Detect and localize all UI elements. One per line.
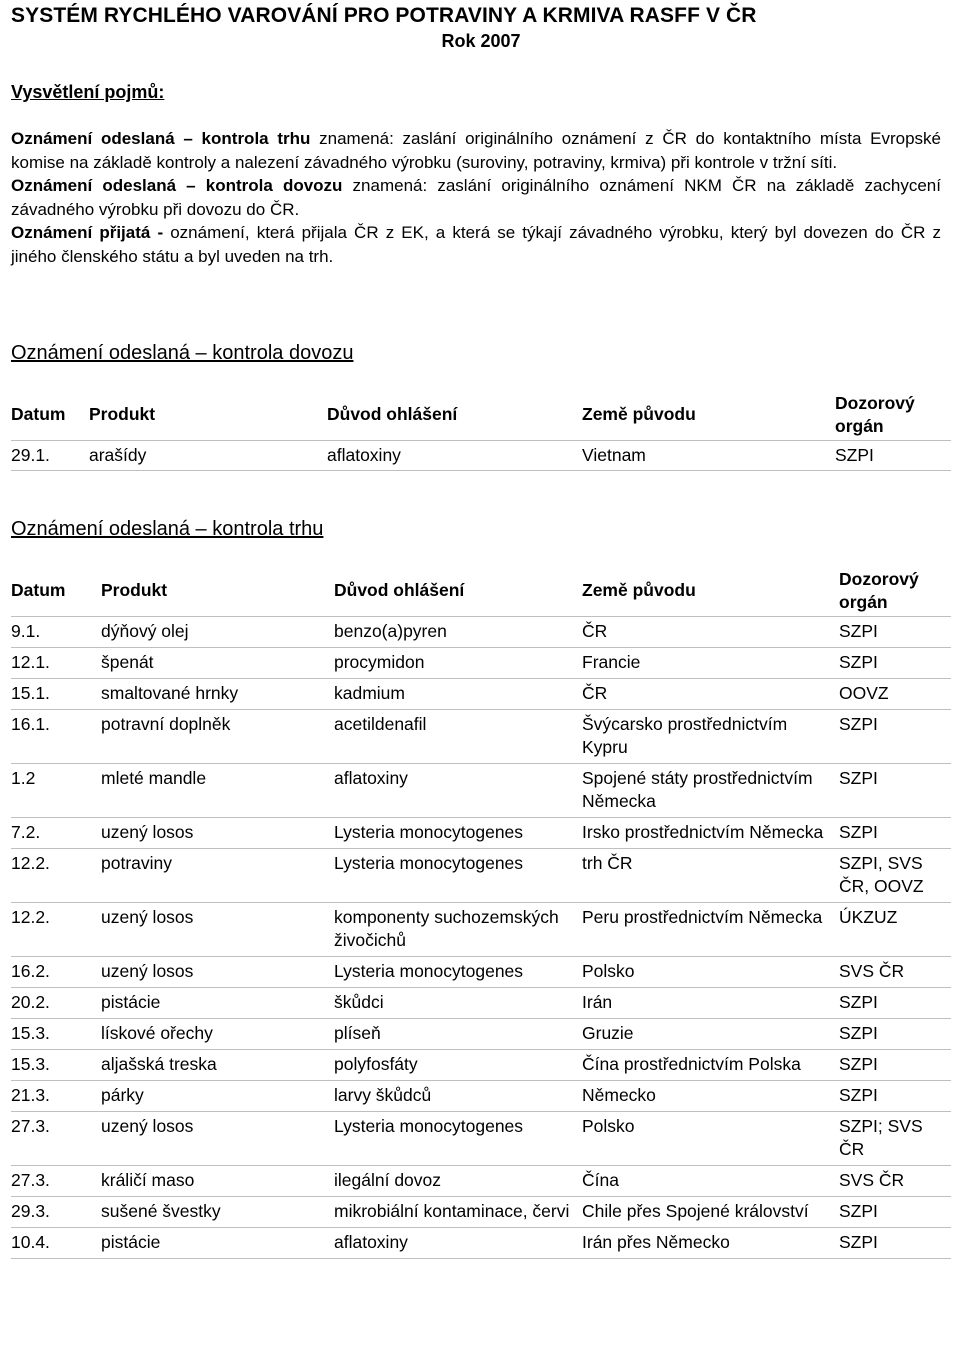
cell-produkt: králičí maso bbox=[101, 1165, 334, 1196]
market-section-heading: Oznámení odeslaná – kontrola trhu bbox=[11, 518, 324, 540]
import-section-heading: Oznámení odeslaná – kontrola dovozu bbox=[11, 342, 354, 364]
cell-datum: 29.1. bbox=[11, 440, 89, 470]
table-row bbox=[11, 1111, 951, 1165]
cell-datum: 21.3. bbox=[11, 1080, 101, 1111]
document-title: SYSTÉM RYCHLÉHO VAROVÁNÍ PRO POTRAVINY A KRMIVA RASFF V ČR bbox=[11, 4, 757, 27]
cell-zeme: Gruzie bbox=[582, 1018, 839, 1049]
cell-duvod: acetildenafil bbox=[334, 709, 582, 763]
definition-term: Oznámení přijatá - bbox=[11, 223, 164, 242]
cell-produkt: potraviny bbox=[101, 848, 334, 902]
cell-organ: SZPI, SVS ČR, OOVZ bbox=[839, 848, 951, 902]
cell-datum: 7.2. bbox=[11, 817, 101, 848]
cell-zeme: Spojené státy prostřednictvím Německa bbox=[582, 763, 839, 817]
definition-import bbox=[11, 174, 941, 221]
cell-organ: SZPI bbox=[839, 1080, 951, 1111]
definitions-list bbox=[11, 127, 941, 268]
table-row bbox=[11, 1165, 951, 1196]
cell-duvod: procymidon bbox=[334, 647, 582, 678]
cell-datum: 1.2 bbox=[11, 763, 101, 817]
cell-produkt: lískové ořechy bbox=[101, 1018, 334, 1049]
cell-organ: SZPI bbox=[839, 987, 951, 1018]
table-row bbox=[11, 902, 951, 956]
cell-produkt: dýňový olej bbox=[101, 616, 334, 647]
cell-duvod: Lysteria monocytogenes bbox=[334, 817, 582, 848]
cell-duvod: komponenty suchozemských živočichů bbox=[334, 902, 582, 956]
definitions-heading: Vysvětlení pojmů: bbox=[11, 82, 165, 102]
cell-duvod: aflatoxiny bbox=[334, 1227, 582, 1258]
cell-zeme: ČR bbox=[582, 616, 839, 647]
header-duvod: Důvod ohlášení bbox=[327, 390, 582, 440]
cell-organ: SZPI bbox=[839, 817, 951, 848]
cell-datum: 15.3. bbox=[11, 1049, 101, 1080]
cell-organ: ÚKZUZ bbox=[839, 902, 951, 956]
cell-produkt: sušené švestky bbox=[101, 1196, 334, 1227]
table-row bbox=[11, 848, 951, 902]
cell-duvod: larvy škůdců bbox=[334, 1080, 582, 1111]
cell-duvod: mikrobiální kontaminace, červi bbox=[334, 1196, 582, 1227]
cell-zeme: Irán přes Německo bbox=[582, 1227, 839, 1258]
cell-zeme: Švýcarsko prostřednictvím Kypru bbox=[582, 709, 839, 763]
header-produkt: Produkt bbox=[101, 566, 334, 616]
definition-text: znamená: zaslání originálního oznámení NKM ČR na základě zachycení závadného výrobku při dovozu do ČR. bbox=[11, 176, 941, 219]
cell-organ: SZPI bbox=[839, 647, 951, 678]
cell-datum: 27.3. bbox=[11, 1165, 101, 1196]
cell-zeme: Irán bbox=[582, 987, 839, 1018]
table-row bbox=[11, 647, 951, 678]
definition-text: oznámení, která přijala ČR z EK, a která se týkají závadného výrobku, který byl dovezen do ČR z jiného členského státu a byl uveden na trh. bbox=[11, 223, 941, 266]
cell-datum: 16.1. bbox=[11, 709, 101, 763]
document-year: Rok 2007 bbox=[441, 31, 521, 51]
cell-datum: 12.2. bbox=[11, 902, 101, 956]
cell-zeme: Německo bbox=[582, 1080, 839, 1111]
definition-term: Oznámení odeslaná – kontrola dovozu bbox=[11, 176, 343, 195]
cell-organ: SZPI; SVS ČR bbox=[839, 1111, 951, 1165]
cell-organ: SZPI bbox=[839, 763, 951, 817]
table-row bbox=[11, 678, 951, 709]
table-row bbox=[11, 440, 951, 470]
cell-produkt: špenát bbox=[101, 647, 334, 678]
cell-organ: SZPI bbox=[839, 1018, 951, 1049]
cell-produkt: smaltované hrnky bbox=[101, 678, 334, 709]
cell-produkt: mleté mandle bbox=[101, 763, 334, 817]
cell-organ: SZPI bbox=[839, 1049, 951, 1080]
cell-duvod: aflatoxiny bbox=[327, 440, 582, 470]
cell-datum: 12.1. bbox=[11, 647, 101, 678]
header-zeme: Země původu bbox=[582, 390, 835, 440]
definition-market bbox=[11, 127, 941, 174]
table-header-row bbox=[11, 390, 951, 440]
cell-produkt: uzený losos bbox=[101, 817, 334, 848]
cell-zeme: Francie bbox=[582, 647, 839, 678]
table-row bbox=[11, 1049, 951, 1080]
cell-duvod: benzo(a)pyren bbox=[334, 616, 582, 647]
table-row bbox=[11, 1196, 951, 1227]
header-zeme: Země původu bbox=[582, 566, 839, 616]
table-row bbox=[11, 1080, 951, 1111]
definition-text: znamená: zaslání originálního oznámení z ČR do kontaktního místa Evropské komise na základě kontroly a nalezení závadného výrobku (suroviny, potraviny, krmiva) při kontrole v tržní síti. bbox=[11, 129, 942, 172]
cell-organ: SZPI bbox=[839, 1227, 951, 1258]
cell-datum: 15.3. bbox=[11, 1018, 101, 1049]
table-row bbox=[11, 1018, 951, 1049]
header-organ: Dozorový orgán bbox=[839, 566, 951, 616]
cell-produkt: aljašská treska bbox=[101, 1049, 334, 1080]
table-row bbox=[11, 817, 951, 848]
cell-duvod: Lysteria monocytogenes bbox=[334, 848, 582, 902]
cell-datum: 29.3. bbox=[11, 1196, 101, 1227]
definition-term: Oznámení odeslaná – kontrola trhu bbox=[11, 129, 311, 148]
definition-received bbox=[11, 221, 941, 268]
cell-datum: 9.1. bbox=[11, 616, 101, 647]
cell-duvod: Lysteria monocytogenes bbox=[334, 1111, 582, 1165]
cell-produkt: arašídy bbox=[89, 440, 327, 470]
cell-organ: SVS ČR bbox=[839, 1165, 951, 1196]
cell-zeme: Peru prostřednictvím Německa bbox=[582, 902, 839, 956]
cell-produkt: potravní doplněk bbox=[101, 709, 334, 763]
cell-zeme: Polsko bbox=[582, 956, 839, 987]
market-table bbox=[11, 566, 951, 1259]
table-row bbox=[11, 763, 951, 817]
cell-produkt: párky bbox=[101, 1080, 334, 1111]
cell-produkt: uzený losos bbox=[101, 1111, 334, 1165]
cell-zeme: ČR bbox=[582, 678, 839, 709]
table-row bbox=[11, 709, 951, 763]
header-organ: Dozorový orgán bbox=[835, 390, 951, 440]
cell-zeme: Čína bbox=[582, 1165, 839, 1196]
header-datum: Datum bbox=[11, 390, 89, 440]
cell-produkt: uzený losos bbox=[101, 902, 334, 956]
cell-datum: 16.2. bbox=[11, 956, 101, 987]
table-header-row bbox=[11, 566, 951, 616]
cell-zeme: Polsko bbox=[582, 1111, 839, 1165]
cell-datum: 12.2. bbox=[11, 848, 101, 902]
cell-zeme: Vietnam bbox=[582, 440, 835, 470]
header-datum: Datum bbox=[11, 566, 101, 616]
cell-produkt: uzený losos bbox=[101, 956, 334, 987]
cell-duvod: polyfosfáty bbox=[334, 1049, 582, 1080]
cell-produkt: pistácie bbox=[101, 987, 334, 1018]
cell-zeme: Irsko prostřednictvím Německa bbox=[582, 817, 839, 848]
cell-duvod: ilegální dovoz bbox=[334, 1165, 582, 1196]
cell-datum: 20.2. bbox=[11, 987, 101, 1018]
cell-duvod: aflatoxiny bbox=[334, 763, 582, 817]
header-duvod: Důvod ohlášení bbox=[334, 566, 582, 616]
cell-datum: 15.1. bbox=[11, 678, 101, 709]
cell-produkt: pistácie bbox=[101, 1227, 334, 1258]
cell-organ: SZPI bbox=[839, 616, 951, 647]
cell-organ: SZPI bbox=[839, 1196, 951, 1227]
import-table bbox=[11, 390, 951, 471]
table-row bbox=[11, 616, 951, 647]
cell-organ: SZPI bbox=[839, 709, 951, 763]
cell-duvod: plíseň bbox=[334, 1018, 582, 1049]
cell-zeme: Čína prostřednictvím Polska bbox=[582, 1049, 839, 1080]
cell-zeme: trh ČR bbox=[582, 848, 839, 902]
cell-organ: SVS ČR bbox=[839, 956, 951, 987]
cell-organ: OOVZ bbox=[839, 678, 951, 709]
cell-datum: 10.4. bbox=[11, 1227, 101, 1258]
cell-zeme: Chile přes Spojené království bbox=[582, 1196, 839, 1227]
header-produkt: Produkt bbox=[89, 390, 327, 440]
cell-duvod: kadmium bbox=[334, 678, 582, 709]
table-row bbox=[11, 956, 951, 987]
cell-duvod: škůdci bbox=[334, 987, 582, 1018]
table-row bbox=[11, 987, 951, 1018]
table-row bbox=[11, 1227, 951, 1258]
cell-datum: 27.3. bbox=[11, 1111, 101, 1165]
cell-organ: SZPI bbox=[835, 440, 951, 470]
cell-duvod: Lysteria monocytogenes bbox=[334, 956, 582, 987]
